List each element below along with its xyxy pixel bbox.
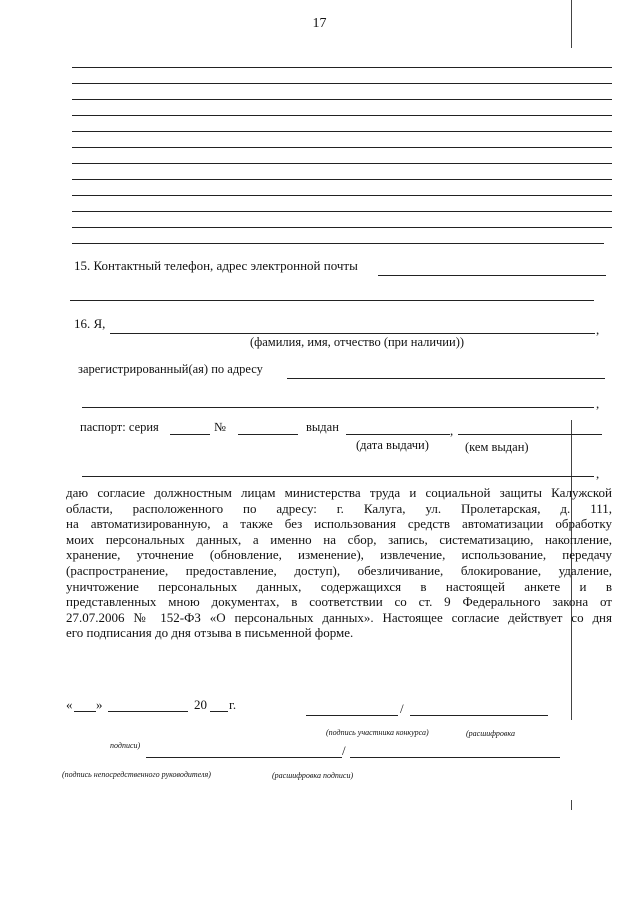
- address-comma: ,: [596, 396, 600, 411]
- consent-line: 27.07.2006 № 152-ФЗ «О персональных данных». Настоящее согласие действует со дня: [66, 609, 612, 625]
- consent-line: области, расположенного по адресу: г. Калуга, ул. Пролетарская, д. 111,: [66, 500, 612, 516]
- decode-caption-b: подписи): [110, 741, 141, 750]
- contact-field[interactable]: [378, 275, 606, 276]
- registered-label: зарегистрированный(ая) по адресу: [78, 362, 263, 376]
- manager-slash: /: [342, 743, 346, 758]
- issued-by-comma: ,: [596, 466, 600, 481]
- manager-sign-caption: (подпись непосредственного руководителя): [62, 770, 211, 779]
- blank-line[interactable]: [72, 243, 604, 244]
- blank-line[interactable]: [72, 83, 612, 84]
- item16-label: 16. Я,: [74, 316, 106, 331]
- year-suffix: г.: [229, 697, 237, 712]
- consent-paragraph: [66, 485, 612, 641]
- consent-line: (распространение, предоставление, доступ), обезличивание, блокирование, удаление,: [66, 562, 612, 578]
- consent-line: его подписания до дня отзыва в письменной форме.: [66, 625, 354, 641]
- participant-decode-field[interactable]: [410, 715, 548, 716]
- issued-by-field-line2[interactable]: [82, 476, 594, 477]
- year-field[interactable]: [210, 711, 228, 712]
- decode-caption-a: (расшифровка: [466, 729, 515, 738]
- issue-date-field[interactable]: [346, 434, 450, 435]
- consent-line: хранение, уточнение (обновление, изменение), извлечение, использование, передачу: [66, 547, 612, 563]
- blank-line[interactable]: [72, 179, 612, 180]
- date-close-quote: »: [96, 697, 103, 712]
- consent-line: моих персональных данных, а именно на сбор, запись, систематизацию, накопление,: [66, 531, 612, 547]
- fio-field[interactable]: [110, 333, 595, 334]
- item15-label: 15. Контактный телефон, адрес электронной почты: [74, 258, 358, 273]
- passport-series-field[interactable]: [170, 434, 210, 435]
- consent-line: уничтожение персональных данных, содержащихся в настоящей анкете и в: [66, 578, 612, 594]
- date-open-quote: «: [66, 697, 73, 712]
- address-field[interactable]: [287, 378, 605, 379]
- signature-slash: /: [400, 701, 404, 716]
- issued-by-field[interactable]: [458, 434, 602, 435]
- address-field-line2[interactable]: [82, 407, 594, 408]
- blank-line[interactable]: [72, 147, 612, 148]
- issued-comma: ,: [450, 423, 454, 438]
- issue-date-caption: (дата выдачи): [356, 438, 429, 452]
- participant-sign-caption: (подпись участника конкурса): [326, 728, 429, 737]
- manager-decode-field[interactable]: [350, 757, 560, 758]
- blank-line[interactable]: [72, 163, 612, 164]
- consent-line: представленных мною документах, в соответствии со ст. 9 Федерального закона от: [66, 594, 612, 610]
- blank-line[interactable]: [72, 211, 612, 212]
- passport-number-field[interactable]: [238, 434, 298, 435]
- blank-line[interactable]: [72, 99, 612, 100]
- page-number: 17: [312, 16, 327, 31]
- scan-margin-mark: [571, 800, 572, 810]
- contact-field-line2[interactable]: [70, 300, 594, 301]
- consent-line: на автоматизированную, а также без использования средств автоматизации обработку: [66, 516, 612, 532]
- scan-margin-mark: [571, 0, 572, 48]
- blank-line[interactable]: [72, 195, 612, 196]
- passport-series-label: паспорт: серия: [80, 420, 159, 434]
- fio-comma: ,: [596, 322, 600, 337]
- passport-number-label: №: [214, 420, 226, 434]
- blank-line[interactable]: [72, 67, 612, 68]
- consent-line: даю согласие должностным лицам министерства труда и социальной защиты Калужской: [66, 485, 612, 500]
- day-field[interactable]: [74, 711, 96, 712]
- manager-signature-field[interactable]: [146, 757, 342, 758]
- blank-line[interactable]: [72, 115, 612, 116]
- year-prefix: 20: [194, 697, 207, 712]
- month-field[interactable]: [108, 711, 188, 712]
- blank-line[interactable]: [72, 227, 612, 228]
- fio-caption: (фамилия, имя, отчество (при наличии)): [250, 335, 465, 349]
- participant-signature-field[interactable]: [306, 715, 398, 716]
- issued-by-caption: (кем выдан): [465, 440, 529, 454]
- blank-line[interactable]: [72, 131, 612, 132]
- issued-label: выдан: [306, 420, 339, 434]
- manager-decode-caption: (расшифровка подписи): [272, 771, 354, 780]
